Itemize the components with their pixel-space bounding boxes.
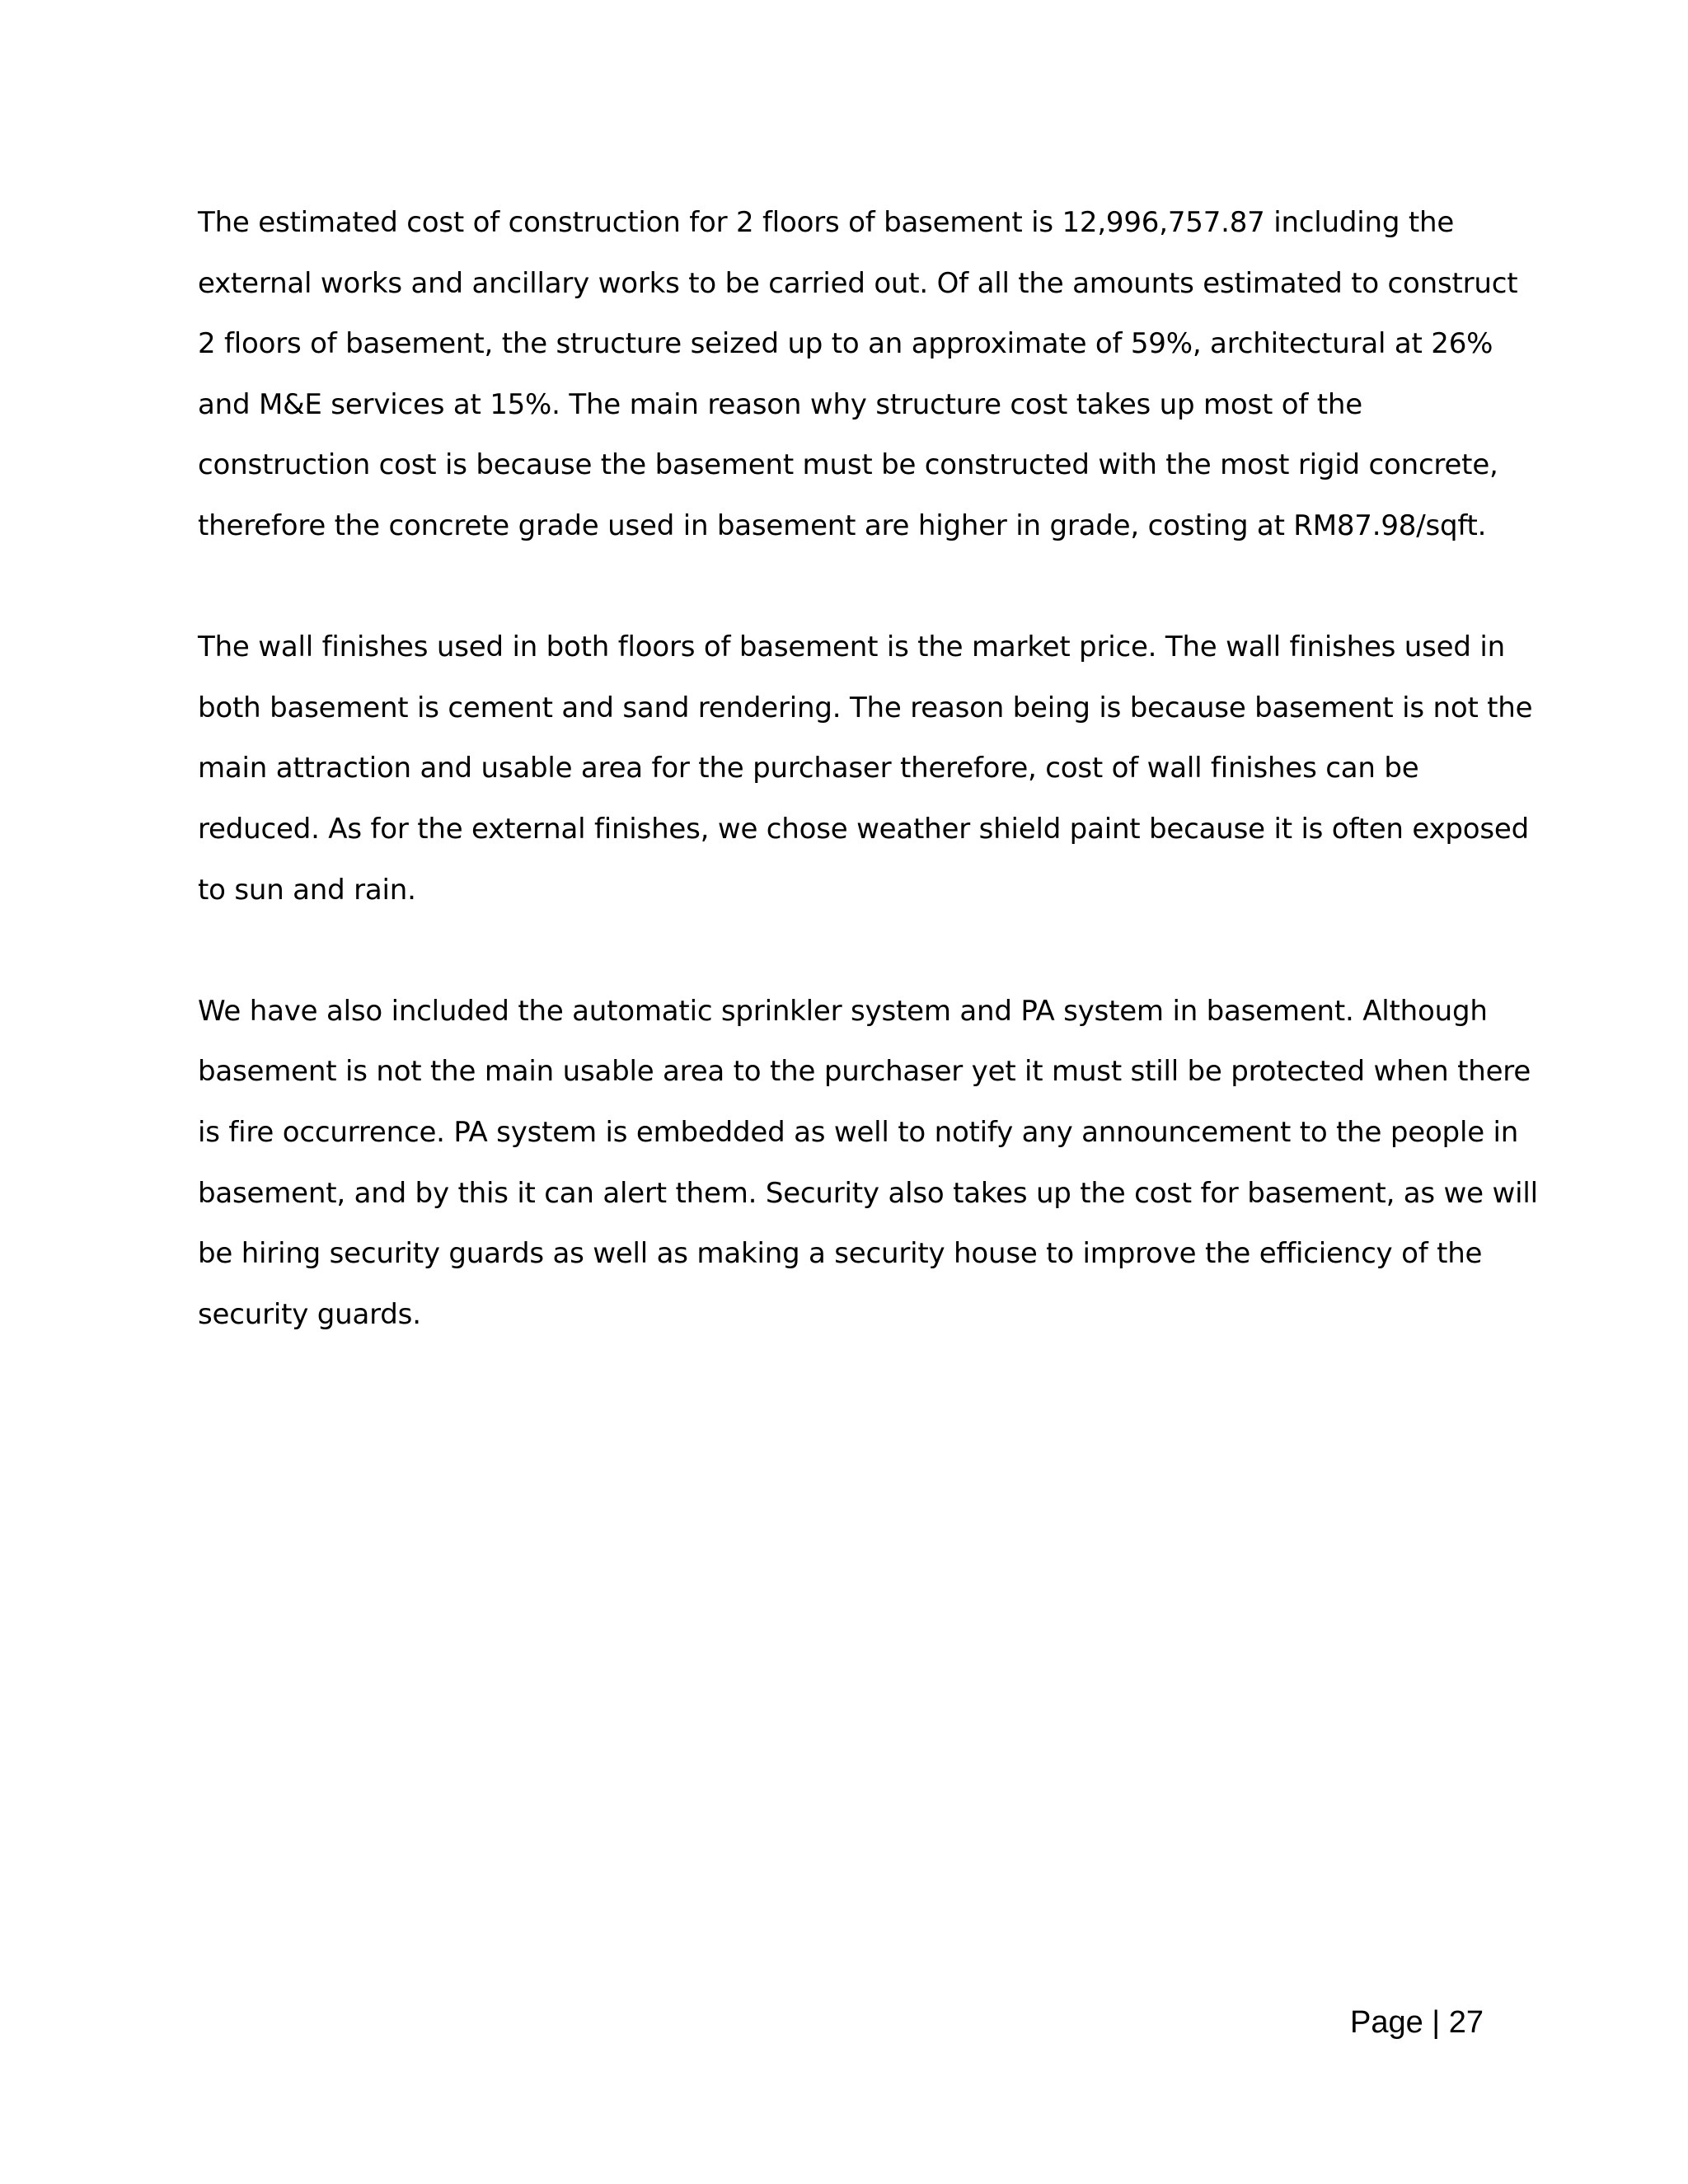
text-line: both basement is cement and sand rendering. The reason being is because basement is not the [198, 691, 1533, 724]
text-line: The estimated cost of construction for 2 floors of basement is 12,996,757.87 including the [198, 206, 1455, 239]
paragraph-wall-finishes [198, 617, 1533, 921]
text-line: construction cost is because the basement must be constructed with the most rigid concrete, [198, 448, 1498, 482]
text-line: security guards. [198, 1297, 421, 1331]
paragraph-services [198, 982, 1538, 1346]
body-text [198, 193, 1538, 1406]
text-line: basement, and by this it can alert them. Security also takes up the cost for basement, as we will [198, 1176, 1538, 1210]
text-line: reduced. As for the external finishes, we chose weather shield paint because it is often exposed [198, 812, 1530, 846]
text-line: main attraction and usable area for the purchaser therefore, cost of wall finishes can be [198, 752, 1419, 785]
text-line: 2 floors of basement, the structure seized up to an approximate of 59%, architectural at 26% [198, 327, 1493, 361]
text-line: to sun and rain. [198, 873, 416, 907]
paragraph-cost-summary [198, 193, 1518, 557]
text-line: be hiring security guards as well as making a security house to improve the efficiency of the [198, 1237, 1483, 1271]
text-line: basement is not the main usable area to the purchaser yet it must still be protected when there [198, 1055, 1531, 1089]
text-line: therefore the concrete grade used in basement are higher in grade, costing at RM87.98/sqft. [198, 509, 1487, 542]
text-line: external works and ancillary works to be carried out. Of all the amounts estimated to construct [198, 266, 1518, 300]
page-number: Page | 27 [1349, 2005, 1484, 2040]
text-line: and M&E services at 15%. The main reason why structure cost takes up most of the [198, 387, 1362, 421]
text-line: We have also included the automatic sprinkler system and PA system in basement. Although [198, 994, 1488, 1028]
text-line: is fire occurrence. PA system is embedded as well to notify any announcement to the people in [198, 1115, 1519, 1149]
text-line: The wall finishes used in both floors of basement is the market price. The wall finishes used in [198, 630, 1505, 664]
